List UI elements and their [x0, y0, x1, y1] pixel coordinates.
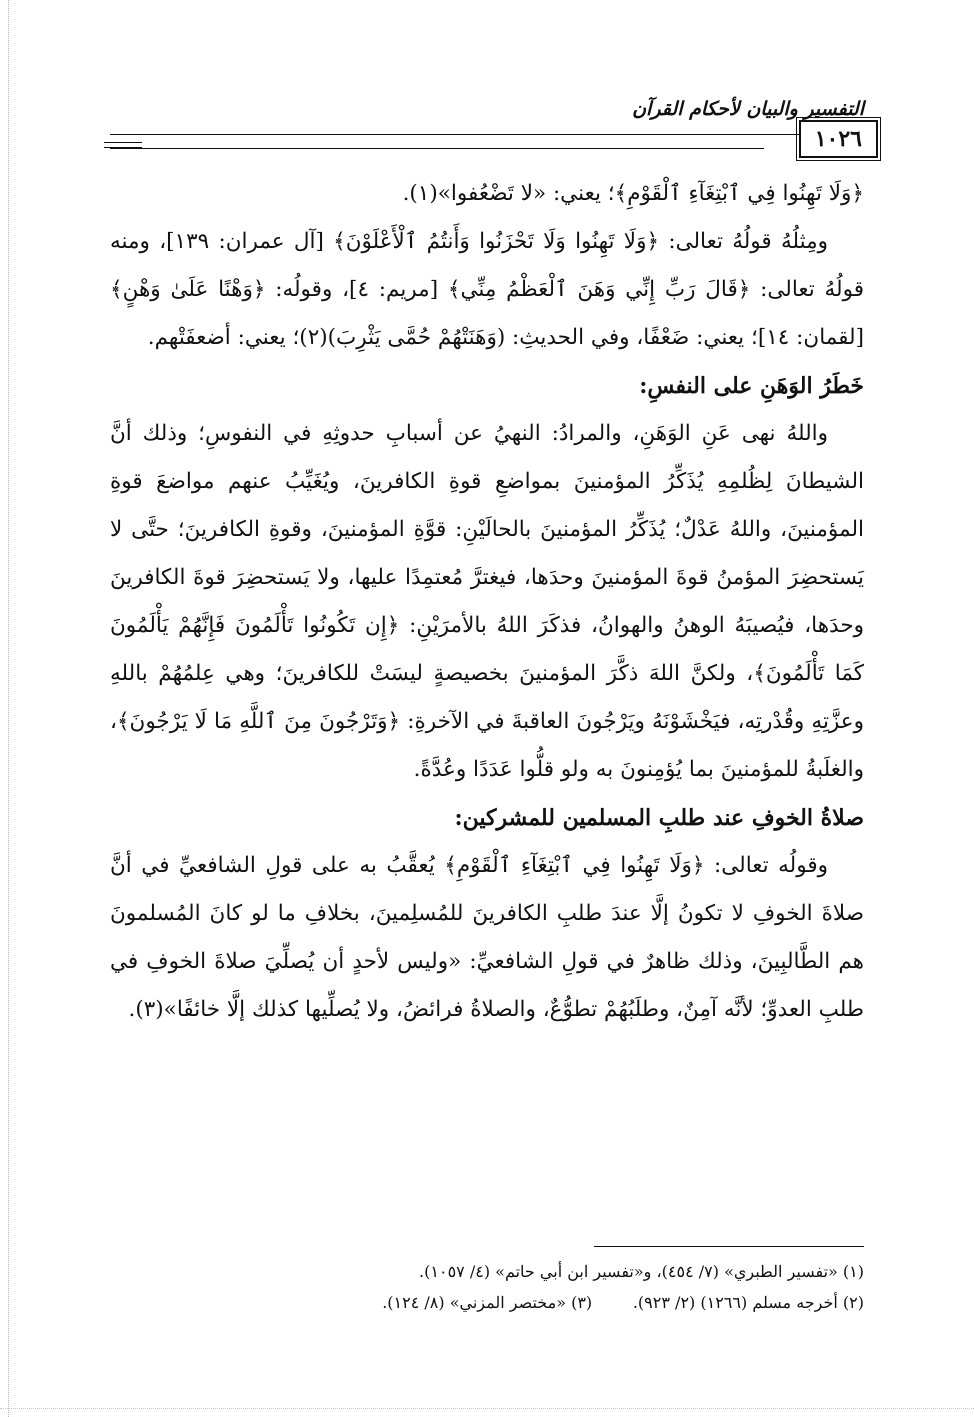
page-number: ١٠٢٦ [799, 120, 878, 158]
paragraph: ومِثلُهُ قولُهُ تعالى: ﴿وَلَا تَهِنُوا وَلَا تَحْزَنُوا وَأَنتُمُ ٱلْأَعْلَوْنَ﴾ [آل عمران: ١٣٩]، ومنه قولُهُ تعالى: ﴿قَالَ رَبِّ إِنِّي وَهَنَ ٱلْعَظْمُ مِنِّي﴾ [مريم: ٤]، وقولُه: ﴿وَهْنًا عَلَىٰ وَهْنٍ﴾ [لقمان: ١٤]؛ يعني: ضَعْفًا، وفي الحديثِ: (وَهَنَتْهُمْ حُمَّى يَثْرِبَ)(٢)؛ يعني: أضعفَتْهم. [110, 229, 864, 350]
section-heading: صلاةُ الخوفِ عند طلبِ المسلمين للمشركين: [454, 805, 864, 831]
footnote: (٣) «مختصر المزني» (٨/ ١٢٤). [382, 1293, 593, 1312]
paragraph: ﴿وَلَا تَهِنُوا فِي ٱبْتِغَآءِ ٱلْقَوْمِ﴾؛ يعني: «لا تَضْعُفوا»(١). [402, 181, 864, 206]
paragraph: واللهُ نهى عَنِ الوَهَنِ، والمرادُ: النهيُ عن أسبابِ حدوثِهِ في النفوسِ؛ وذلك أنَّ الشيطانَ لِظُلمِهِ يُذَكِّرُ المؤمنينَ بمواضعِ قوةِ الكافرينَ، ويُغَيِّبُ عنهم مواضعَ قوةِ المؤمنينَ، واللهُ عَدْلٌ؛ يُذَكِّرُ المؤمنينَ بالحالَيْنِ: قوَّةِ المؤمنينَ، وقوةِ الكافرينَ؛ حتَّى لا يَستحضِرَ المؤمنُ قوةَ المؤمنينَ وحدَها، فيغترَّ مُعتمِدًا عليها، ولا يَستحضِرَ قوةَ الكافرينَ وحدَها، فيُصيبَهُ الوهنُ والهوانُ، فذكَرَ اللهُ بالأمرَيْنِ: ﴿إِن تَكُونُوا تَأْلَمُونَ فَإِنَّهُمْ يَأْلَمُونَ كَمَا تَأْلَمُونَ﴾، ولكنَّ اللهَ ذكَّرَ المؤمنينَ بخصيصةٍ ليسَتْ للكافرينَ؛ وهي عِلمُهُمْ باللهِ وعزَّتِهِ وقُدْرتِه، فيَخْشَوْنَهُ ويَرْجُونَ العاقبةَ في الآخرةِ: ﴿وَتَرْجُونَ مِنَ ٱللَّهِ مَا لَا يَرْجُونَ﴾، والغلَبةُ للمؤمنينَ بما يُؤمِنونَ به ولو قلُّوا عَدَدًا وعُدَّةً. [110, 421, 864, 782]
main-text [110, 170, 864, 1034]
scan-edge [8, 0, 11, 1417]
scan-edge [0, 1408, 974, 1410]
footnote: (١) «تفسير الطبري» (٧/ ٤٥٤)، و«تفسير ابن أبي حاتم» (٤/ ١٠٥٧). [419, 1262, 864, 1281]
running-title: التفسير والبيان لأحكام القرآن [632, 98, 864, 120]
footnote: (٢) أخرجه مسلم (١٢٦٦) (٢/ ٩٢٣). [632, 1293, 864, 1312]
paragraph: وقولُه تعالى: ﴿وَلَا تَهِنُوا فِي ٱبْتِغَآءِ ٱلْقَوْمِ﴾ يُعقَّبُ به على قولِ الشافعيِّ في أنَّ صلاةَ الخوفِ لا تكونُ إلَّا عندَ طلبِ الكافرينَ للمُسلِمينَ، بخلافِ ما لو كانَ المُسلمونَ هم الطَّالبِينَ، وذلك ظاهرٌ في قولِ الشافعيِّ: «وليس لأحدٍ أن يُصلِّيَ صلاةَ الخوفِ في طلبِ العدوِّ؛ لأنَّه آمِنٌ، وطلَبُهُمْ تطوُّعٌ، والصلاةُ فرائضُ، ولا يُصلِّيها كذلك إلَّا خائفًا»(٣). [110, 853, 864, 1022]
footnotes [110, 1256, 864, 1318]
footnote [110, 1287, 864, 1318]
footnote-divider [594, 1246, 864, 1247]
header-rule [104, 142, 142, 148]
header-rule [110, 134, 864, 135]
header-rule [110, 148, 764, 149]
page-header [110, 98, 864, 158]
section-heading: خَطَرُ الوَهَنِ على النفسِ: [639, 373, 864, 399]
